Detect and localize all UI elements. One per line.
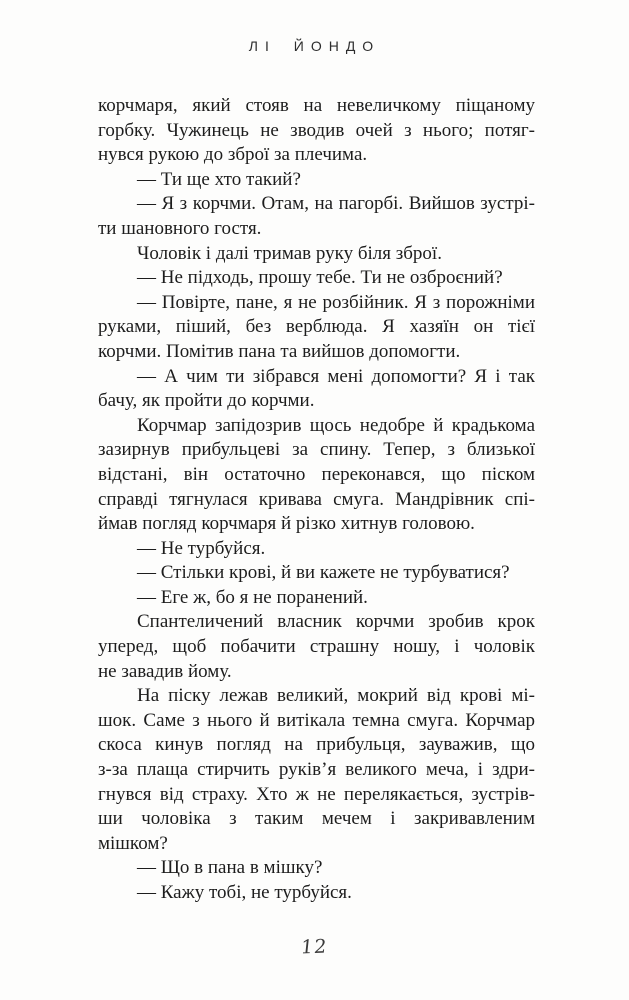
- text-line: ти шановного гостя.: [98, 217, 262, 239]
- text-line: — Повірте, пане, я не розбійник. Я з порожніми: [137, 291, 535, 313]
- running-header-author: ЛІ ЙОНДО: [248, 38, 381, 54]
- text-line: Чоловік і далі тримав руку біля зброї.: [137, 242, 442, 264]
- text-line: бачу, як пройти до корчми.: [98, 390, 315, 412]
- text-line: з-за плаща стирчить руків’я великого меча, і здри-: [98, 759, 535, 781]
- text-line: — Кажу тобі, не турбуйся.: [137, 882, 352, 903]
- text-line: — Стільки крові, й ви кажете не турбуватися?: [137, 562, 510, 584]
- text-line: зазирнув прибульцеві за спину. Тепер, з близької: [98, 439, 535, 461]
- text-line: гнувся від страху. Хто ж не перелякається, зустрів-: [98, 783, 535, 805]
- text-line: руками, піший, без верблюда. Я хазяїн он тієї: [98, 316, 535, 338]
- text-line: ши чоловіка з таким мечем і закривавленим: [98, 808, 535, 830]
- text-line: скоса кинув погляд на прибульця, зауважив, що: [98, 734, 535, 756]
- text-line: — Еге ж, бо я не поранений.: [137, 586, 368, 608]
- page-number: [0, 936, 629, 958]
- text-line: Спантеличений власник корчми зробив крок: [137, 611, 535, 633]
- text-line: не завадив йому.: [98, 660, 232, 682]
- text-line: — Ти ще хто такий?: [137, 168, 301, 190]
- text-line: справді тягнулася кривава смуга. Мандрівник спі-: [98, 488, 535, 510]
- body-text: [98, 94, 535, 906]
- page-number-value: 12: [300, 935, 329, 959]
- text-line: ймав погляд корчмаря й різко хитнув головою.: [98, 513, 475, 535]
- text-line: — А чим ти зібрався мені допомогти? Я і так: [137, 365, 535, 387]
- text-line: відстані, він остаточно переконався, що піском: [98, 463, 535, 485]
- text-line: мішком?: [98, 832, 168, 854]
- text-line: — Що в пана в мішку?: [137, 857, 323, 879]
- text-line: корчмаря, який стояв на невеличкому піщаному: [98, 95, 535, 116]
- text-line: — Не турбуйся.: [137, 537, 266, 559]
- text-line: нувся рукою до зброї за плечима.: [98, 144, 368, 166]
- text-line: — Я з корчми. Отам, на пагорбі. Вийшов зустрі-: [137, 193, 535, 215]
- text-line: горбку. Чужинець не зводив очей з нього; потяг-: [98, 119, 535, 141]
- text-line: — Не підходь, прошу тебе. Ти не озброєний?: [137, 267, 503, 289]
- text-line: На піску лежав великий, мокрий від крові мі-: [137, 685, 535, 707]
- text-line: уперед, щоб побачити страшну ношу, і чоловік: [98, 636, 535, 658]
- text-line: корчми. Помітив пана та вийшов допомогти.: [98, 340, 461, 362]
- text-line: Корчмар запідозрив щось недобре й крадькома: [137, 414, 535, 436]
- text-line: шок. Саме з нього й витікала темна смуга. Корчмар: [98, 709, 535, 731]
